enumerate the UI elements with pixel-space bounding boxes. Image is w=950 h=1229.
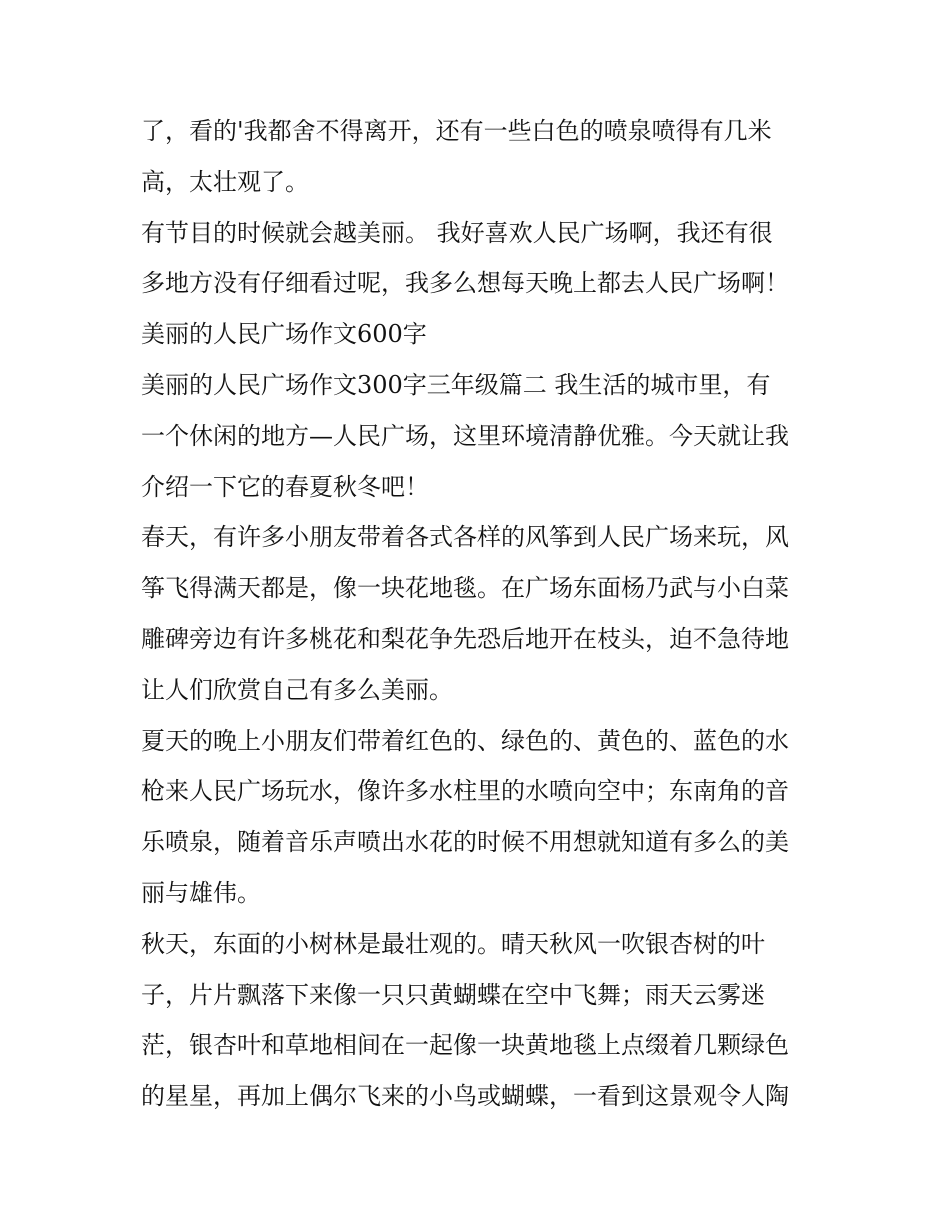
text-line: 了，看的'我都舍不得离开，还有一些白色的喷泉喷得有几米: [141, 117, 772, 145]
text-line: 让人们欣赏自己有多么美丽。: [141, 675, 453, 704]
text-line: 有节目的时候就会越美丽。 我好喜欢人民广场啊，我还有很: [141, 218, 773, 247]
text-line: 介绍一下它的春夏秋冬吧！: [141, 472, 429, 501]
document-body-text: [141, 106, 821, 1122]
text-line: 一个休闲的地方—人民广场，这里环境清静优雅。今天就让我: [141, 421, 789, 450]
text-line: 筝飞得满天都是，像一块花地毯。在广场东面杨乃武与小白菜: [141, 574, 789, 603]
text-line: 高，太壮观了。: [141, 167, 309, 196]
text-line: 子，片片飘落下来像一只只黄蝴蝶在空中飞舞；雨天云雾迷: [141, 980, 765, 1009]
text-line: 多地方没有仔细看过呢，我多么想每天晚上都去人民广场啊！: [141, 269, 789, 298]
text-line: 夏天的晚上小朋友们带着红色的、绿色的、黄色的、蓝色的水: [141, 726, 789, 755]
text-line: 枪来人民广场玩水，像许多水柱里的水喷向空中；东南角的音: [141, 777, 789, 806]
text-line: 雕碑旁边有许多桃花和梨花争先恐后地开在枝头，迫不急待地: [141, 624, 789, 653]
text-line: 丽与雄伟。: [141, 878, 261, 907]
text-line: 的星星，再加上偶尔飞来的小鸟或蝴蝶，一看到这景观令人陶: [141, 1082, 789, 1111]
text-line: 秋天，东面的小树林是最壮观的。晴天秋风一吹银杏树的叶: [141, 929, 765, 958]
section-title-line: 美丽的人民广场作文600字: [141, 320, 427, 349]
text-line: 茫，银杏叶和草地相间在一起像一块黄地毯上点缀着几颗绿色: [141, 1031, 789, 1060]
text-line: 春天，有许多小朋友带着各式各样的风筝到人民广场来玩，风: [141, 523, 789, 552]
text-line: 乐喷泉，随着音乐声喷出水花的时候不用想就知道有多么的美: [141, 828, 789, 857]
text-line: 美丽的人民广场作文300字三年级篇二 我生活的城市里，有: [141, 370, 771, 399]
